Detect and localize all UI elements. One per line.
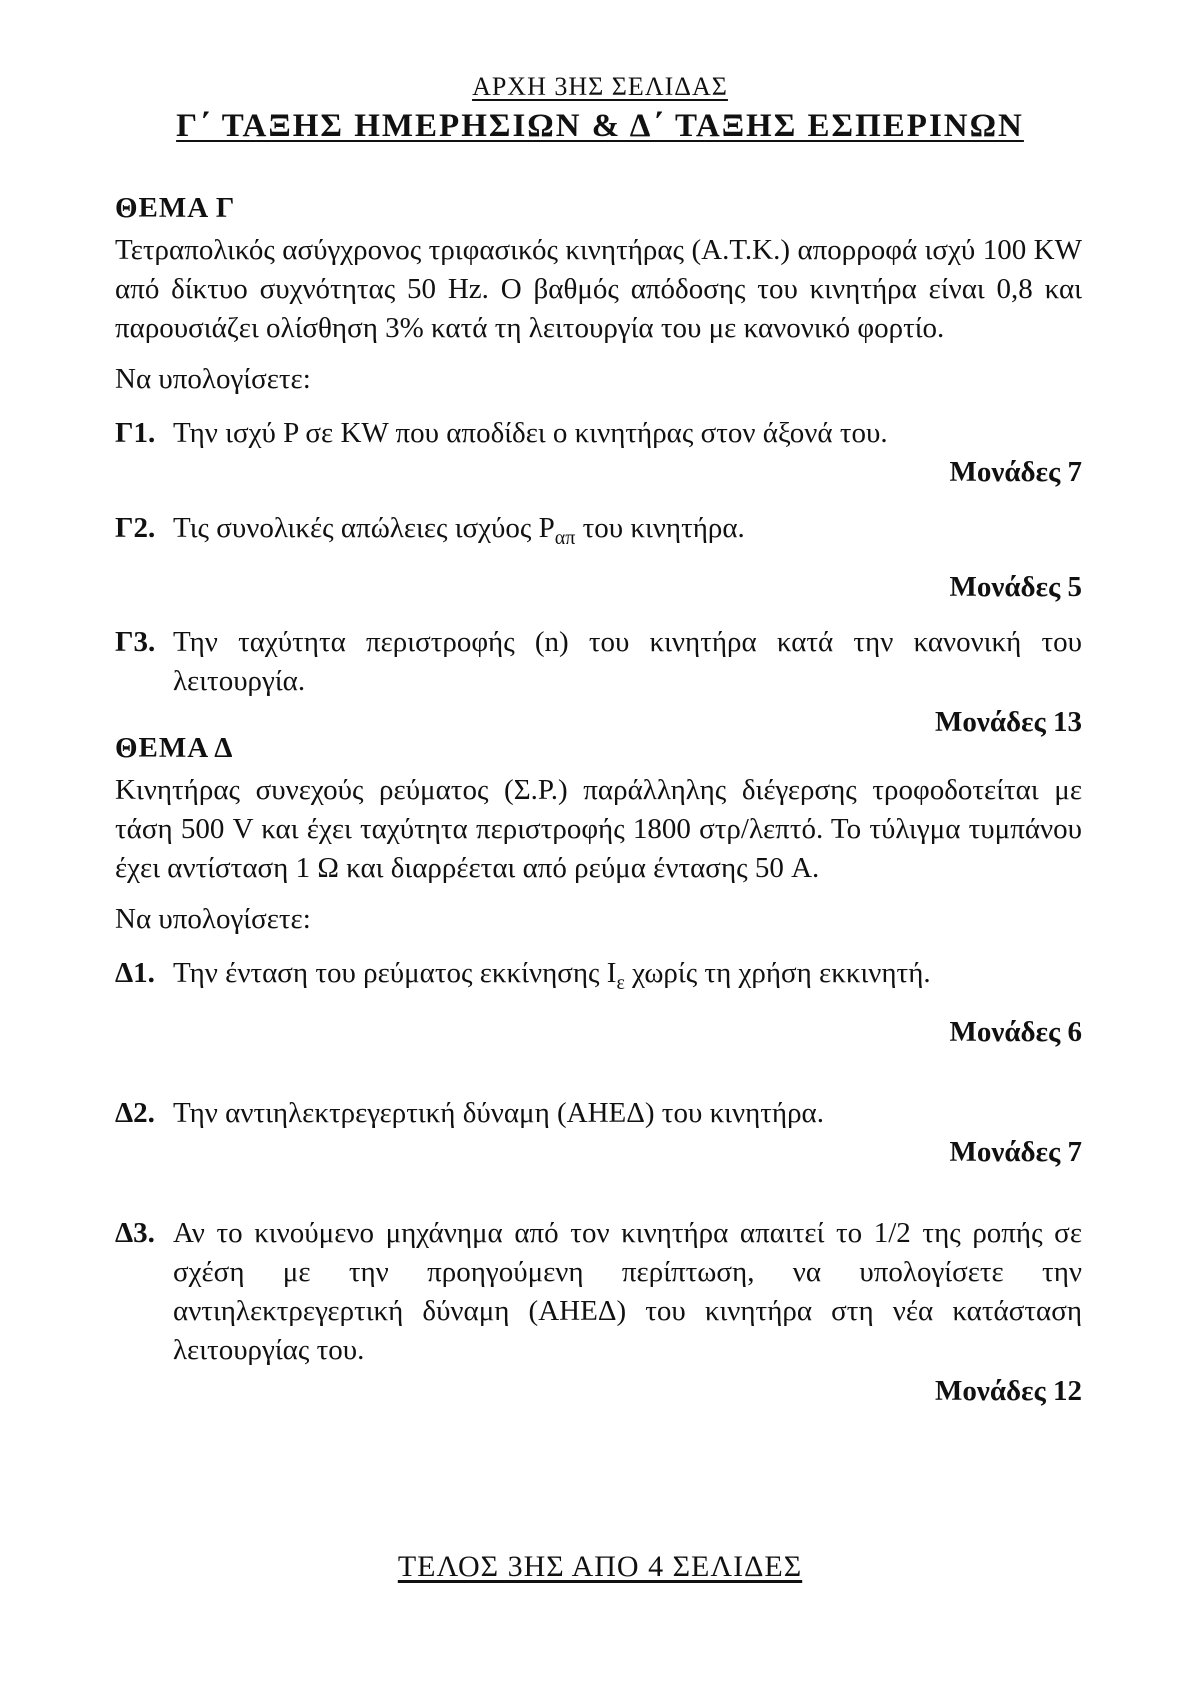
question-g3-label: Γ3. xyxy=(115,626,156,658)
question-g2-text-after: του κινητήρα. xyxy=(575,512,745,544)
page-start-header xyxy=(0,72,1200,102)
page-end-text: ΤΕΛΟΣ 3ΗΣ ΑΠΟ 4 ΣΕΛΙΔΕΣ xyxy=(397,1550,803,1583)
question-d3-marks: Μονάδες 12 xyxy=(935,1375,1082,1407)
exam-class-title xyxy=(0,108,1200,145)
question-d2 xyxy=(115,1094,1082,1133)
question-d1-subscript: ε xyxy=(616,972,625,994)
question-d3 xyxy=(115,1214,1082,1370)
theme-g-title: ΘΕΜΑ Γ xyxy=(115,192,236,224)
question-d3-text: Αν το κινούμενο μηχάνημα από τον κινητήρα απαιτεί το 1/2 της ροπής σε σχέση με την προηγούμενη περίπτωση, να υπολογίσετε την αντιηλεκτρεγερτική δύναμη (ΑΗΕΔ) του κινητήρα στη νέα κατάσταση λειτουργίας του. xyxy=(173,1217,1082,1366)
question-d1-text-after: χωρίς τη χρήση εκκινητή. xyxy=(624,957,931,989)
theme-g-intro: Τετραπολικός ασύγχρονος τριφασικός κινητήρας (Α.Τ.Κ.) απορροφά ισχύ 100 KW από δίκτυο συχνότητας 50 Hz. Ο βαθμός απόδοσης του κινητήρα είναι 0,8 και παρουσιάζει ολίσθηση 3% κατά τη λειτουργία του με κανονικό φορτίο. xyxy=(115,234,1082,344)
question-d1-label: Δ1. xyxy=(115,957,155,989)
question-d2-label: Δ2. xyxy=(115,1097,155,1129)
question-d1-text-before: Την ένταση του ρεύματος εκκίνησης I xyxy=(173,957,617,989)
theme-d-title: ΘΕΜΑ Δ xyxy=(115,732,234,764)
theme-d-prompt: Να υπολογίσετε: xyxy=(115,903,311,935)
question-g1-marks: Μονάδες 7 xyxy=(949,456,1082,488)
question-g3-marks: Μονάδες 13 xyxy=(935,706,1082,738)
theme-d-section xyxy=(115,729,1082,1411)
question-g3-text: Την ταχύτητα περιστροφής (n) του κινητήρα κατά την κανονική του λειτουργία. xyxy=(173,626,1082,697)
question-g2-subscript: απ xyxy=(554,527,576,549)
exam-class-title-text: Γ΄ ΤΑΞΗΣ ΗΜΕΡΗΣΙΩΝ & Δ΄ ΤΑΞΗΣ ΕΣΠΕΡΙΝΩΝ xyxy=(176,108,1024,144)
page-end-footer xyxy=(0,1550,1200,1584)
question-g3 xyxy=(115,623,1082,701)
question-d2-marks: Μονάδες 7 xyxy=(949,1136,1082,1168)
question-g1-label: Γ1. xyxy=(115,417,156,449)
question-d3-label: Δ3. xyxy=(115,1217,155,1249)
question-g1 xyxy=(115,414,1082,453)
question-d2-text: Την αντιηλεκτρεγερτική δύναμη (ΑΗΕΔ) του κινητήρα. xyxy=(173,1097,824,1129)
question-g2-label: Γ2. xyxy=(115,512,156,544)
page-start-text: ΑΡΧΗ 3ΗΣ ΣΕΛΙΔΑΣ xyxy=(472,72,728,101)
theme-g-prompt: Να υπολογίσετε: xyxy=(115,363,311,395)
question-g2 xyxy=(115,509,1082,558)
theme-d-intro: Κινητήρας συνεχούς ρεύματος (Σ.Ρ.) παράλληλης διέγερσης τροφοδοτείται με τάση 500 V και έχει ταχύτητα περιστροφής 1800 στρ/λεπτό. Το τύλιγμα τυμπάνου έχει αντίσταση 1 Ω και διαρρέεται από ρεύμα έντασης 50 A. xyxy=(115,774,1082,884)
question-d1-marks: Μονάδες 6 xyxy=(949,1016,1082,1048)
theme-g-section xyxy=(115,189,1082,742)
question-g2-marks: Μονάδες 5 xyxy=(949,571,1082,603)
question-g2-text-before: Τις συνολικές απώλειες ισχύος P xyxy=(173,512,555,544)
question-g1-text: Την ισχύ P σε KW που αποδίδει ο κινητήρας στον άξονά του. xyxy=(173,417,888,449)
question-d1 xyxy=(115,954,1082,1003)
